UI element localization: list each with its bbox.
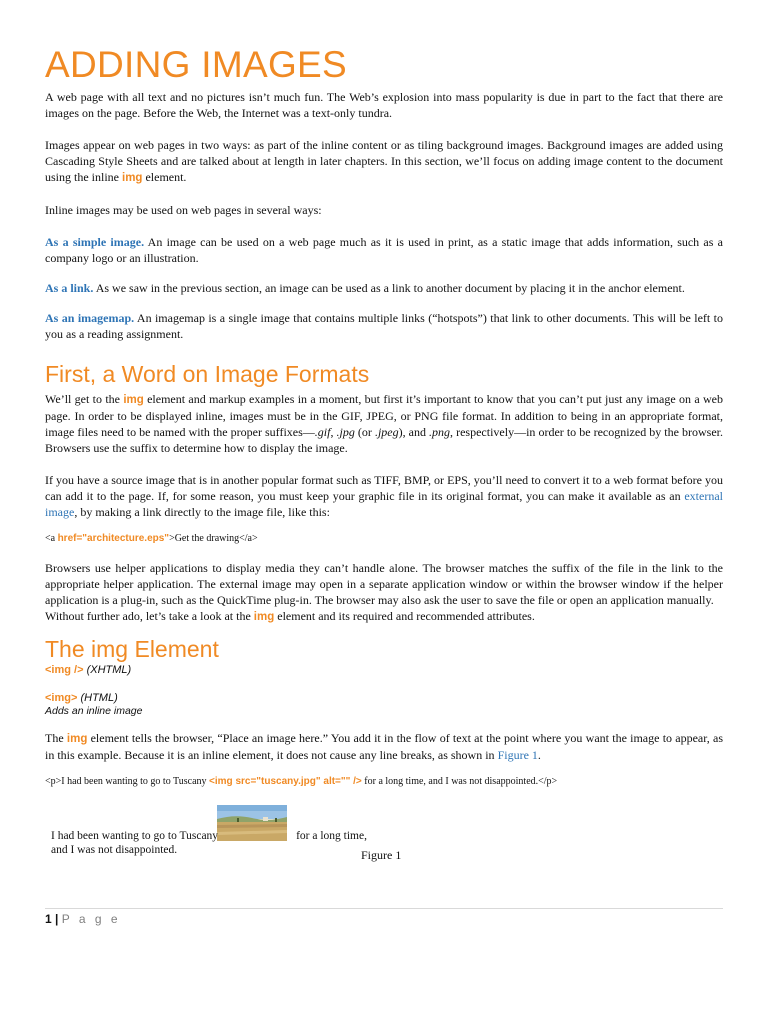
page-title: ADDING IMAGES — [45, 44, 347, 85]
section-heading-img-element: The img Element — [45, 636, 219, 663]
code-text: for a long time, and I was not disappointed.</p> — [361, 775, 558, 787]
external-image-link[interactable]: external image — [45, 489, 723, 520]
use-link — [45, 280, 723, 296]
syntax-keyword: <img /> — [45, 663, 84, 676]
text-span: If you have a source image that is in another popular format such as TIFF, BMP, or EPS, you’ll need to convert it to a web format before you can add it to the page. If, for some reason, you must keep your graphic file in its original format, you can make it available as an — [45, 473, 723, 504]
text-span: ), and — [398, 425, 430, 440]
figure-1 — [45, 805, 723, 875]
ways-text-after: element. — [142, 170, 187, 184]
use-text: As we saw in the previous section, an image can be used as a link to another document by placing it in the anchor element. — [93, 281, 685, 295]
syntax-note: (XHTML) — [83, 663, 132, 676]
formats-paragraph-3: Browsers use helper applications to display media they can’t handle alone. The browser matches the suffix of the file in the link to the appropriate helper application. The external image may open in a separate application window or within the browser window if the helper application is a plug-in, such as the QuickTime plug-in. The browser may also ask the user to save the file or open an application manually. — [45, 561, 723, 608]
formats-paragraph-4 — [45, 608, 723, 625]
use-simple-image — [45, 234, 723, 266]
suffix-png: .png — [429, 425, 451, 440]
use-term: As a link. — [45, 281, 94, 295]
formats-paragraph-1 — [45, 391, 723, 456]
syntax-description: Adds an inline image — [45, 704, 143, 717]
suffix-jpg: .jpg — [336, 425, 355, 440]
img-keyword: img — [66, 732, 88, 745]
formats-paragraph-2 — [45, 472, 723, 520]
text-span: , respectively—in order to be recognized by the browser. Browsers use the suffix to determine how to display the image. — [45, 425, 723, 456]
use-term: As an imagemap. — [45, 311, 135, 325]
ways-paragraph — [45, 137, 723, 186]
intro-paragraph: A web page with all text and no pictures isn’t much fun. The Web’s explosion into mass popularity is due in part to the fact that there are images on the page. Before the Web, the Internet was a text-only tundra. — [45, 90, 723, 120]
img-paragraph — [45, 730, 723, 763]
syntax-xhtml — [45, 663, 723, 677]
code-text: <p>I had been wanting to go to Tuscany — [45, 775, 210, 787]
code-keyword: <img src="tuscany.jpg" alt="" /> — [209, 775, 362, 787]
page-label: P a g e — [61, 912, 121, 926]
use-term: As a simple image. — [45, 235, 145, 249]
use-text: An image can be used on a web page much as it is used in print, as a static image that adds information, such as a company logo or an illustration. — [45, 235, 724, 265]
figure-text-line2: and I was not disappointed. — [51, 843, 178, 856]
text-span: (or — [354, 425, 375, 440]
use-imagemap — [45, 310, 723, 342]
inline-intro-paragraph: Inline images may be used on web pages in several ways: — [45, 203, 322, 217]
text-span: , by making a link directly to the image file, like this: — [74, 505, 330, 520]
text-span: element and its required and recommended attributes. — [274, 609, 535, 624]
text-span: , — [330, 425, 337, 440]
document-body — [45, 46, 723, 875]
text-span: element and markup examples in a moment, but first it’s important to know that you can’t put just any image on a web page. In order to be displayed inline, images must be in the GIF, JPEG, or PNG file format. In addition to being in an appropriate format, image files need to be named with the proper suffixes— — [45, 392, 723, 440]
section-heading-formats: First, a Word on Image Formats — [45, 361, 370, 387]
code-text: >Get the drawing</a> — [169, 533, 258, 545]
suffix-gif: .gif — [314, 425, 331, 440]
figure-caption: Figure 1 — [361, 847, 402, 862]
text-span: element tells the browser, “Place an image here.” You add it in the flow of text at the point where you want the image to appear, as in this example. Because it is an inline element, it does not cause any line breaks, as shown in — [45, 730, 723, 762]
figure-rendered-text — [51, 829, 381, 857]
text-span: . — [537, 747, 541, 762]
figure-text-line1-b: for a long time, — [296, 829, 367, 842]
code-example-anchor — [45, 532, 723, 546]
syntax-note: (HTML) — [77, 691, 118, 704]
use-text: An imagemap is a single image that contains multiple links (“hotspots”) that link to other documents. This will be left to you as a reading assignment. — [45, 311, 723, 341]
text-span: We’ll get to the — [45, 392, 124, 407]
figure-1-link[interactable]: Figure 1 — [497, 747, 538, 762]
suffix-jpeg: .jpeg — [374, 425, 399, 440]
page-number: 1 — [45, 912, 52, 926]
syntax-keyword: <img> — [45, 691, 78, 704]
footer-separator: | — [55, 912, 59, 926]
syntax-html — [45, 691, 723, 705]
footer-divider — [45, 908, 723, 909]
img-keyword: img — [253, 611, 275, 624]
code-text: <a — [45, 533, 58, 545]
code-example-tuscany — [45, 775, 723, 789]
figure-text-line1-a: I had been wanting to go to Tuscany — [51, 829, 219, 842]
text-span: The — [45, 730, 67, 745]
img-keyword: img — [123, 394, 144, 407]
code-keyword: href="architecture.eps" — [57, 533, 170, 545]
page-footer — [45, 912, 121, 926]
ways-text-before: Images appear on web pages in two ways: as part of the inline content or as tiling background images. Background images are added using Cascading Style Sheets and are talked about at length in later chapters. In this section, we’ll focus on adding image content to the document using the inline — [45, 138, 723, 184]
text-span: Without further ado, let’s take a look at the — [45, 609, 254, 624]
img-keyword: img — [122, 172, 143, 184]
